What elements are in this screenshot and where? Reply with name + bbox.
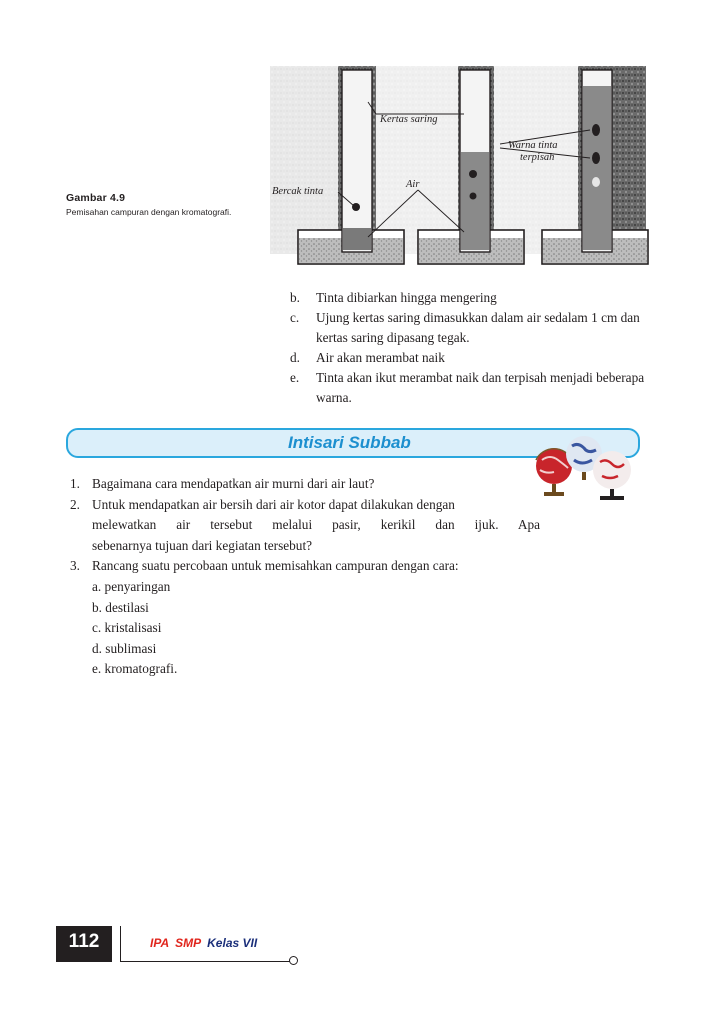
step-item: b. Tinta dibiarkan hingga mengering [290,290,497,305]
page-number-box [56,926,112,962]
book-title [150,936,257,950]
figure-caption [66,192,231,217]
question-item: 1. Bagaimana cara mendapatkan air murni dari air laut? [70,476,375,491]
questions-list [70,474,540,680]
ink-spot-1 [352,203,360,211]
label-kertas-saring: Kertas saring [380,114,438,125]
label-warna-tinta: Warna tinta [508,140,558,151]
question-item: 3. Rancang suatu percobaan untuk memisahkan campuran dengan cara: [70,558,459,574]
book-title-kelas: Kelas VII [207,936,258,950]
footer-dot [289,956,298,965]
step-item: d. Air akan merambat naik [290,350,445,365]
figure-caption-label: Gambar 4.9 [66,192,126,204]
label-bercak-tinta: Bercak tinta [272,186,324,197]
step-item: e. Tinta akan ikut merambat naik dan terpisah menjadi beberapa warna. [290,370,645,405]
globe-white-icon [593,451,631,500]
footer-rule [120,961,292,962]
option-item: a. penyaringan [92,578,171,594]
option-item: c. kristalisasi [92,620,162,636]
page-footer [0,926,728,966]
footer-divider [120,926,121,962]
book-title-smp: SMP [175,936,202,950]
option-item: d. sublimasi [92,640,157,656]
question-item: 2. Untuk mendapatkan air bersih dari air kotor dapat dilakukan dengan melewatkan air tersebut melalui pasir, kerikil dan ijuk. Apa sebenarnya tujuan dari kegiatan tersebut? [70,496,540,553]
section-title: Intisari Subbab [288,433,411,452]
label-terpisah: terpisah [520,152,555,163]
chromatography-figure [268,62,652,276]
option-item: b. destilasi [92,599,149,615]
figure-caption-text: Pemisahan campuran dengan kromatografi. [66,207,232,217]
procedure-steps [290,288,650,408]
paper-strip-1 [342,70,372,252]
label-air: Air [406,179,420,190]
book-title-ipa: IPA [150,936,170,950]
step-item: c. Ujung kertas saring dimasukkan dalam air sedalam 1 cm dan kertas saring dipasang tegak. [290,310,640,345]
globes-illustration [530,430,640,504]
option-item: e. kromatografi. [92,661,178,677]
page-number: 112 [68,931,100,952]
